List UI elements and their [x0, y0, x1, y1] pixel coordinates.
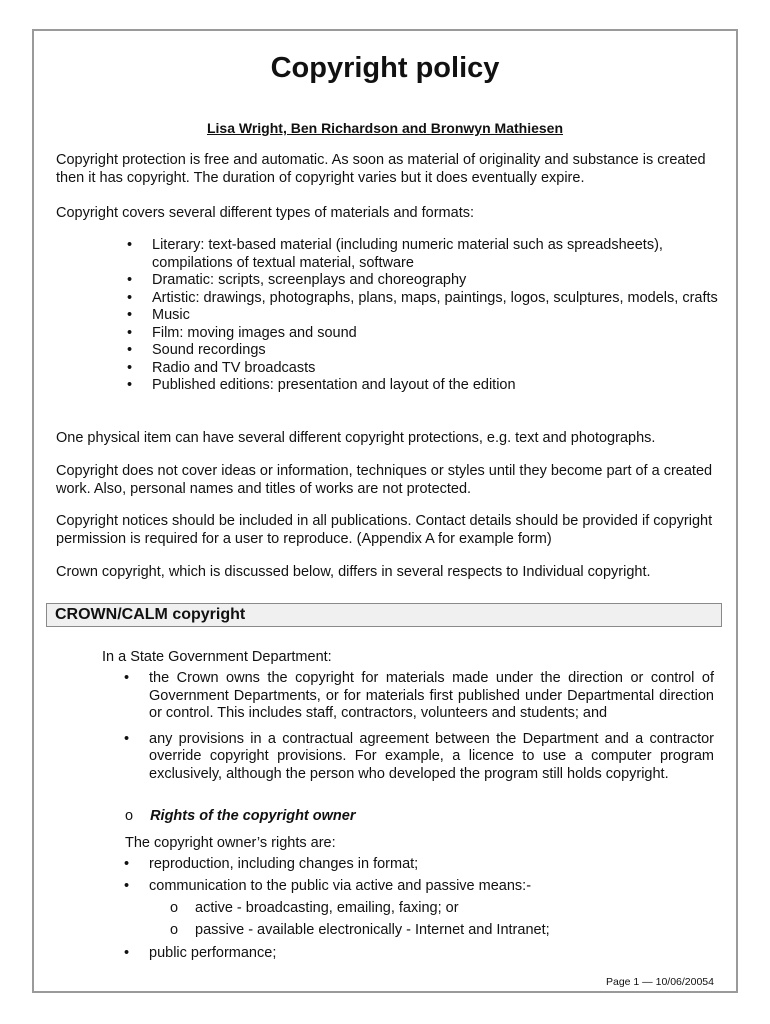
crown-list	[124, 670, 714, 783]
intro-paragraph-2: Copyright covers several different types of materials and formats:	[56, 205, 475, 221]
rights-heading-text: Rights of the copyright owner	[150, 808, 356, 824]
page-title: Copyright policy	[270, 52, 500, 84]
intro-paragraph-4: Copyright does not cover ideas or information, techniques or styles until they become part of a created work. Also, personal names and titles of works are not protected.	[56, 463, 713, 497]
list-item: • Film: moving images and sound	[127, 325, 727, 343]
list-item: • reproduction, including changes in format;	[124, 853, 714, 875]
list-item: • the Crown owns the copyright for materials made under the direction or control of Government Departments, or for materials first published under Departmental direction or control. This includes staff, contractors, volunteers and students; and	[124, 670, 714, 723]
authors: Lisa Wright, Ben Richardson and Bronwyn Mathiesen	[206, 120, 563, 136]
list-item: o passive - available electronically - Internet and Intranet;	[170, 919, 710, 941]
rights-heading	[125, 808, 356, 824]
intro-paragraph-1: Copyright protection is free and automatic. As soon as material of originality and substance is created then it has copyright. The duration of copyright varies but it does eventually expire.	[56, 152, 706, 186]
list-item: • Literary: text-based material (including numeric material such as spreadsheets), compilations of textual material, software	[127, 237, 727, 272]
list-item: • public performance;	[124, 942, 714, 964]
list-item: o active - broadcasting, emailing, faxing; or	[170, 897, 710, 919]
intro-paragraph-3: One physical item can have several different copyright protections, e.g. text and photographs.	[56, 430, 656, 446]
intro-paragraph-6: Crown copyright, which is discussed below, differs in several respects to Individual copyright.	[56, 564, 651, 580]
crown-lead: In a State Government Department:	[102, 649, 332, 665]
list-item: • Dramatic: scripts, screenplays and choreography	[127, 272, 727, 290]
circle-bullet-marker: o	[125, 808, 134, 824]
page-footer: Page 1 — 10/06/20054	[605, 976, 714, 988]
rights-lead: The copyright owner’s rights are:	[125, 835, 336, 851]
rights-list	[124, 853, 714, 897]
intro-paragraph-5: Copyright notices should be included in all publications. Contact details should be provided if copyright permission is required for a user to reproduce. (Appendix A for example form)	[56, 513, 713, 547]
material-types-list	[127, 237, 727, 395]
list-item: • Music	[127, 307, 727, 325]
means-list	[170, 897, 710, 941]
list-item: • Sound recordings	[127, 342, 727, 360]
list-item: • any provisions in a contractual agreement between the Department and a contractor override copyright provisions. For example, a licence to use a computer program exclusively, although the person who developed the program still holds copyright.	[124, 731, 714, 784]
list-item: • communication to the public via active and passive means:-	[124, 875, 714, 897]
rights-list-continued	[124, 942, 714, 964]
list-item: • Published editions: presentation and layout of the edition	[127, 377, 727, 395]
section-heading-crown: CROWN/CALM copyright	[46, 603, 722, 627]
list-item: • Radio and TV broadcasts	[127, 360, 727, 378]
list-item: • Artistic: drawings, photographs, plans, maps, paintings, logos, sculptures, models, crafts	[127, 290, 727, 308]
